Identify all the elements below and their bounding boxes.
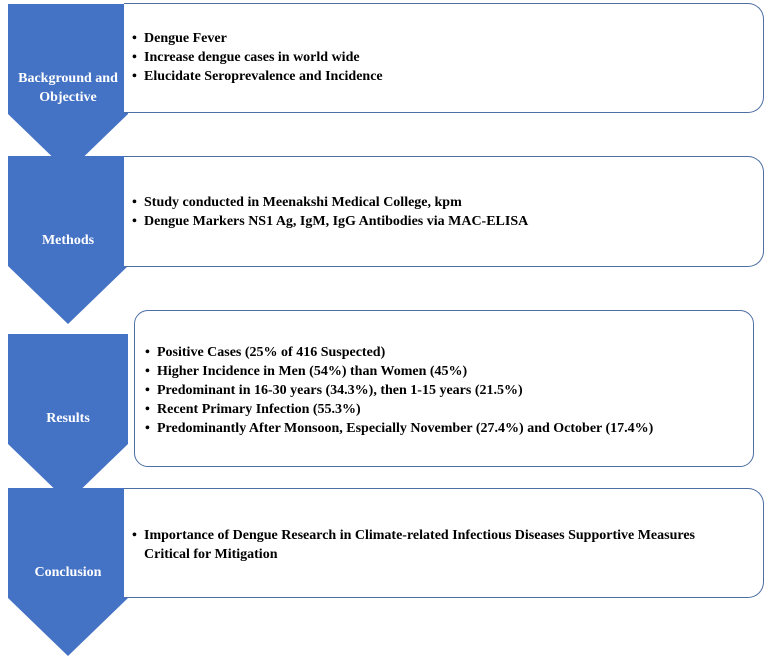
list-item xyxy=(145,419,653,438)
list-item xyxy=(132,67,383,86)
item-text: Importance of Dengue Research in Climate-related Infectious Diseases Supportive Measures Critical for Mitigation xyxy=(144,528,695,562)
chevron-background-objective xyxy=(8,4,128,172)
item-text: Predominantly After Monsoon, Especially November (27.4%) and October (17.4%) xyxy=(157,421,654,436)
section-label-line: Background and xyxy=(18,71,118,86)
bullet-list xyxy=(132,193,528,231)
bullet-dot: • xyxy=(132,528,137,543)
section-label xyxy=(8,69,128,107)
item-text: Recent Primary Infection (55.3%) xyxy=(157,402,361,417)
list-item xyxy=(132,48,383,67)
list-item xyxy=(145,381,653,400)
list-item xyxy=(145,362,653,381)
bullet-dot: • xyxy=(145,364,150,379)
item-text: Study conducted in Meenakshi Medical College, kpm xyxy=(144,195,462,210)
chevron-methods xyxy=(8,156,128,324)
panel-methods xyxy=(124,156,764,267)
list-item xyxy=(145,343,653,362)
bullet-dot: • xyxy=(132,69,137,84)
chevron-results xyxy=(8,334,128,502)
section-label-line: Methods xyxy=(41,233,95,248)
list-item xyxy=(132,193,528,212)
item-text: Increase dengue cases in world wide xyxy=(144,50,360,65)
item-text: Dengue Markers NS1 Ag, IgM, IgG Antibodies via MAC-ELISA xyxy=(144,214,529,229)
bullet-list xyxy=(132,526,732,564)
section-label-line: Objective xyxy=(39,90,97,105)
bullet-dot: • xyxy=(132,214,137,229)
list-item xyxy=(145,400,653,419)
item-text: Positive Cases (25% of 416 Suspected) xyxy=(157,345,386,360)
bullet-dot: • xyxy=(145,345,150,360)
bullet-dot: • xyxy=(132,31,137,46)
bullet-list xyxy=(132,29,383,86)
section-label xyxy=(8,563,128,582)
chevron-conclusion xyxy=(8,488,128,656)
bullet-dot: • xyxy=(145,383,150,398)
bullet-dot: • xyxy=(132,50,137,65)
section-label-line: Conclusion xyxy=(34,565,102,580)
list-item xyxy=(132,212,528,231)
panel-conclusion xyxy=(124,488,764,598)
bullet-dot: • xyxy=(132,195,137,210)
item-text: Predominant in 16-30 years (34.3%), then 1-15 years (21.5%) xyxy=(157,383,523,398)
bullet-dot: • xyxy=(145,421,150,436)
panel-background-objective xyxy=(124,3,764,113)
list-item xyxy=(132,29,383,48)
item-text: Elucidate Seroprevalence and Incidence xyxy=(144,69,383,84)
item-text: Dengue Fever xyxy=(144,31,227,46)
panel-results xyxy=(134,310,754,467)
item-text: Higher Incidence in Men (54%) than Women (45%) xyxy=(157,364,468,379)
list-item xyxy=(132,526,732,564)
section-label-line: Results xyxy=(46,411,90,426)
section-label xyxy=(8,231,128,250)
section-label xyxy=(8,409,128,428)
bullet-dot: • xyxy=(145,402,150,417)
bullet-list xyxy=(145,343,653,438)
